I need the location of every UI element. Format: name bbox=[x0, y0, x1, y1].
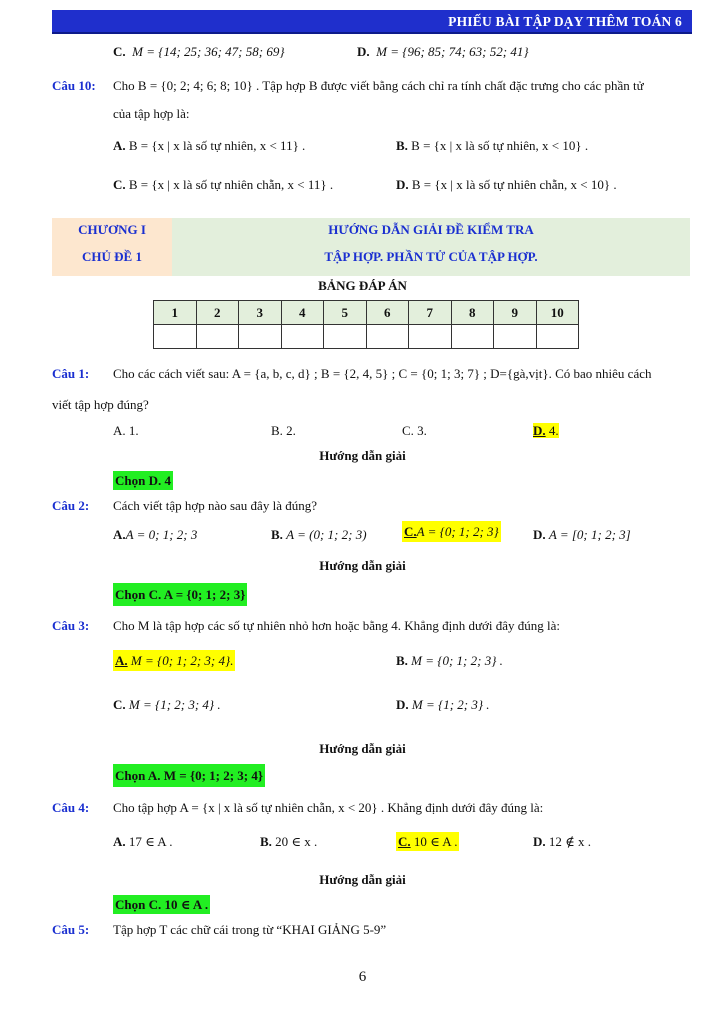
question-4-label: Câu 4: bbox=[52, 800, 90, 815]
question-3-label: Câu 3: bbox=[52, 618, 90, 633]
answer-table-header: 4 bbox=[281, 301, 324, 325]
answer-table-header: 5 bbox=[324, 301, 367, 325]
top-option-d: D. M = {96; 85; 74; 63; 52; 41} bbox=[357, 44, 529, 59]
guide-heading: Hướng dẫn giải bbox=[319, 448, 406, 463]
answer-table-header: 6 bbox=[366, 301, 409, 325]
question-3-text: Cho M là tập hợp các số tự nhiên nhỏ hơn hoặc bằng 4. Khẳng định dưới đây đúng là: bbox=[113, 618, 561, 633]
answer-cell bbox=[409, 325, 452, 349]
question-5-label: Câu 5: bbox=[52, 922, 90, 937]
question-3-answer: Chọn A. M = {0; 1; 2; 3; 4} bbox=[113, 768, 265, 784]
question-2-option-d: D. A = [0; 1; 2; 3] bbox=[533, 527, 631, 542]
question-4-answer: Chọn C. 10 ∈ A . bbox=[115, 897, 209, 912]
page-number: 6 bbox=[358, 969, 367, 985]
question-4-option-b: B. 20 ∈ x . bbox=[260, 834, 318, 849]
question-1-option-a: A. 1. bbox=[113, 423, 139, 438]
question-3-option-c: C. M = {1; 2; 3; 4} . bbox=[113, 697, 221, 712]
guide-heading: Hướng dẫn giải bbox=[319, 741, 406, 756]
answer-cell bbox=[324, 325, 367, 349]
chapter-box bbox=[52, 218, 172, 276]
question-4-option-c: C. 10 ∈ A . bbox=[398, 834, 458, 849]
question-10-option-c: C. B = {x | x là số tự nhiên chẵn, x < 11} . bbox=[113, 177, 334, 192]
chapter-label: CHƯƠNG I bbox=[78, 222, 146, 237]
answer-cell bbox=[366, 325, 409, 349]
answer-table-header: 10 bbox=[536, 301, 579, 325]
answer-table-header-row bbox=[154, 301, 579, 325]
answer-table-header: 1 bbox=[154, 301, 197, 325]
answer-table-answer-row bbox=[154, 325, 579, 349]
question-1-option-c: C. 3. bbox=[402, 423, 427, 438]
guide-heading: Hướng dẫn giải bbox=[319, 558, 406, 573]
answer-table bbox=[153, 300, 579, 349]
question-3-option-a: A. M = {0; 1; 2; 3; 4}. bbox=[113, 653, 235, 669]
page-header-bar bbox=[52, 10, 692, 34]
question-10-text: Cho B = {0; 2; 4; 6; 8; 10} . Tập hợp B được viết bằng cách chỉ ra tính chất đặc trưng cho các phần tử bbox=[113, 78, 644, 93]
question-2-option-a: A.A = 0; 1; 2; 3 bbox=[113, 527, 198, 542]
question-2-text: Cách viết tập hợp nào sau đây là đúng? bbox=[113, 498, 317, 513]
section-title-1: HƯỚNG DẪN GIẢI ĐỀ KIỂM TRA bbox=[328, 222, 534, 237]
question-4-option-a: A. 17 ∈ A . bbox=[113, 834, 173, 849]
question-2-label: Câu 2: bbox=[52, 498, 90, 513]
question-3-option-b: B. M = {0; 1; 2; 3} . bbox=[396, 653, 503, 668]
answer-cell bbox=[196, 325, 239, 349]
answer-table-title: BẢNG ĐÁP ÁN bbox=[318, 278, 407, 293]
page-header-title: PHIẾU BÀI TẬP DẠY THÊM TOÁN 6 bbox=[448, 14, 682, 29]
answer-table-header: 9 bbox=[494, 301, 537, 325]
question-1-answer: Chọn D. 4 bbox=[115, 473, 171, 488]
guide-heading: Hướng dẫn giải bbox=[319, 872, 406, 887]
top-option-c: C. M = {14; 25; 36; 47; 58; 69} bbox=[113, 44, 285, 59]
answer-table-header: 3 bbox=[239, 301, 282, 325]
answer-table-header: 7 bbox=[409, 301, 452, 325]
question-1-text: Cho các cách viết sau: A = {a, b, c, d} ; B = {2, 4, 5} ; C = {0; 1; 3; 7} ; D={gà,vịt}. Có bao nhiêu cách bbox=[113, 366, 652, 381]
answer-table-header: 2 bbox=[196, 301, 239, 325]
question-3-option-d: D. M = {1; 2; 3} . bbox=[396, 697, 490, 712]
section-title-box bbox=[172, 218, 690, 276]
answer-cell bbox=[281, 325, 324, 349]
question-10-option-d: D. B = {x | x là số tự nhiên chẵn, x < 10} . bbox=[396, 177, 617, 192]
question-10-option-b: B. B = {x | x là số tự nhiên, x < 10} . bbox=[396, 138, 589, 153]
question-2-option-c: C.A = {0; 1; 2; 3} bbox=[402, 524, 501, 540]
question-1-text-2: viết tập hợp đúng? bbox=[52, 397, 149, 412]
answer-cell bbox=[536, 325, 579, 349]
question-5-text: Tập hợp T các chữ cái trong từ “KHAI GIẢNG 5-9” bbox=[113, 922, 387, 937]
question-2-option-b: B. A = (0; 1; 2; 3) bbox=[271, 527, 367, 542]
question-1-option-b: B. 2. bbox=[271, 423, 296, 438]
answer-cell bbox=[451, 325, 494, 349]
question-2-answer: Chọn C. A = {0; 1; 2; 3} bbox=[113, 587, 247, 603]
question-4-text: Cho tập hợp A = {x | x là số tự nhiên chẵn, x < 20} . Khẳng định dưới đây đúng là: bbox=[113, 800, 544, 815]
answer-cell bbox=[154, 325, 197, 349]
question-1-label: Câu 1: bbox=[52, 366, 90, 381]
answer-table-header: 8 bbox=[451, 301, 494, 325]
question-4-option-d: D. 12 ∉ x . bbox=[533, 834, 592, 849]
question-10-label: Câu 10: bbox=[52, 78, 96, 93]
question-10-option-a: A. B = {x | x là số tự nhiên, x < 11} . bbox=[113, 138, 306, 153]
answer-cell bbox=[239, 325, 282, 349]
question-1-option-d: D. 4. bbox=[533, 423, 559, 438]
topic-label: CHỦ ĐỀ 1 bbox=[82, 249, 142, 264]
question-10-text-2: của tập hợp là: bbox=[113, 106, 190, 121]
section-title-2: TẬP HỢP. PHẦN TỬ CỦA TẬP HỢP. bbox=[324, 249, 538, 264]
answer-cell bbox=[494, 325, 537, 349]
